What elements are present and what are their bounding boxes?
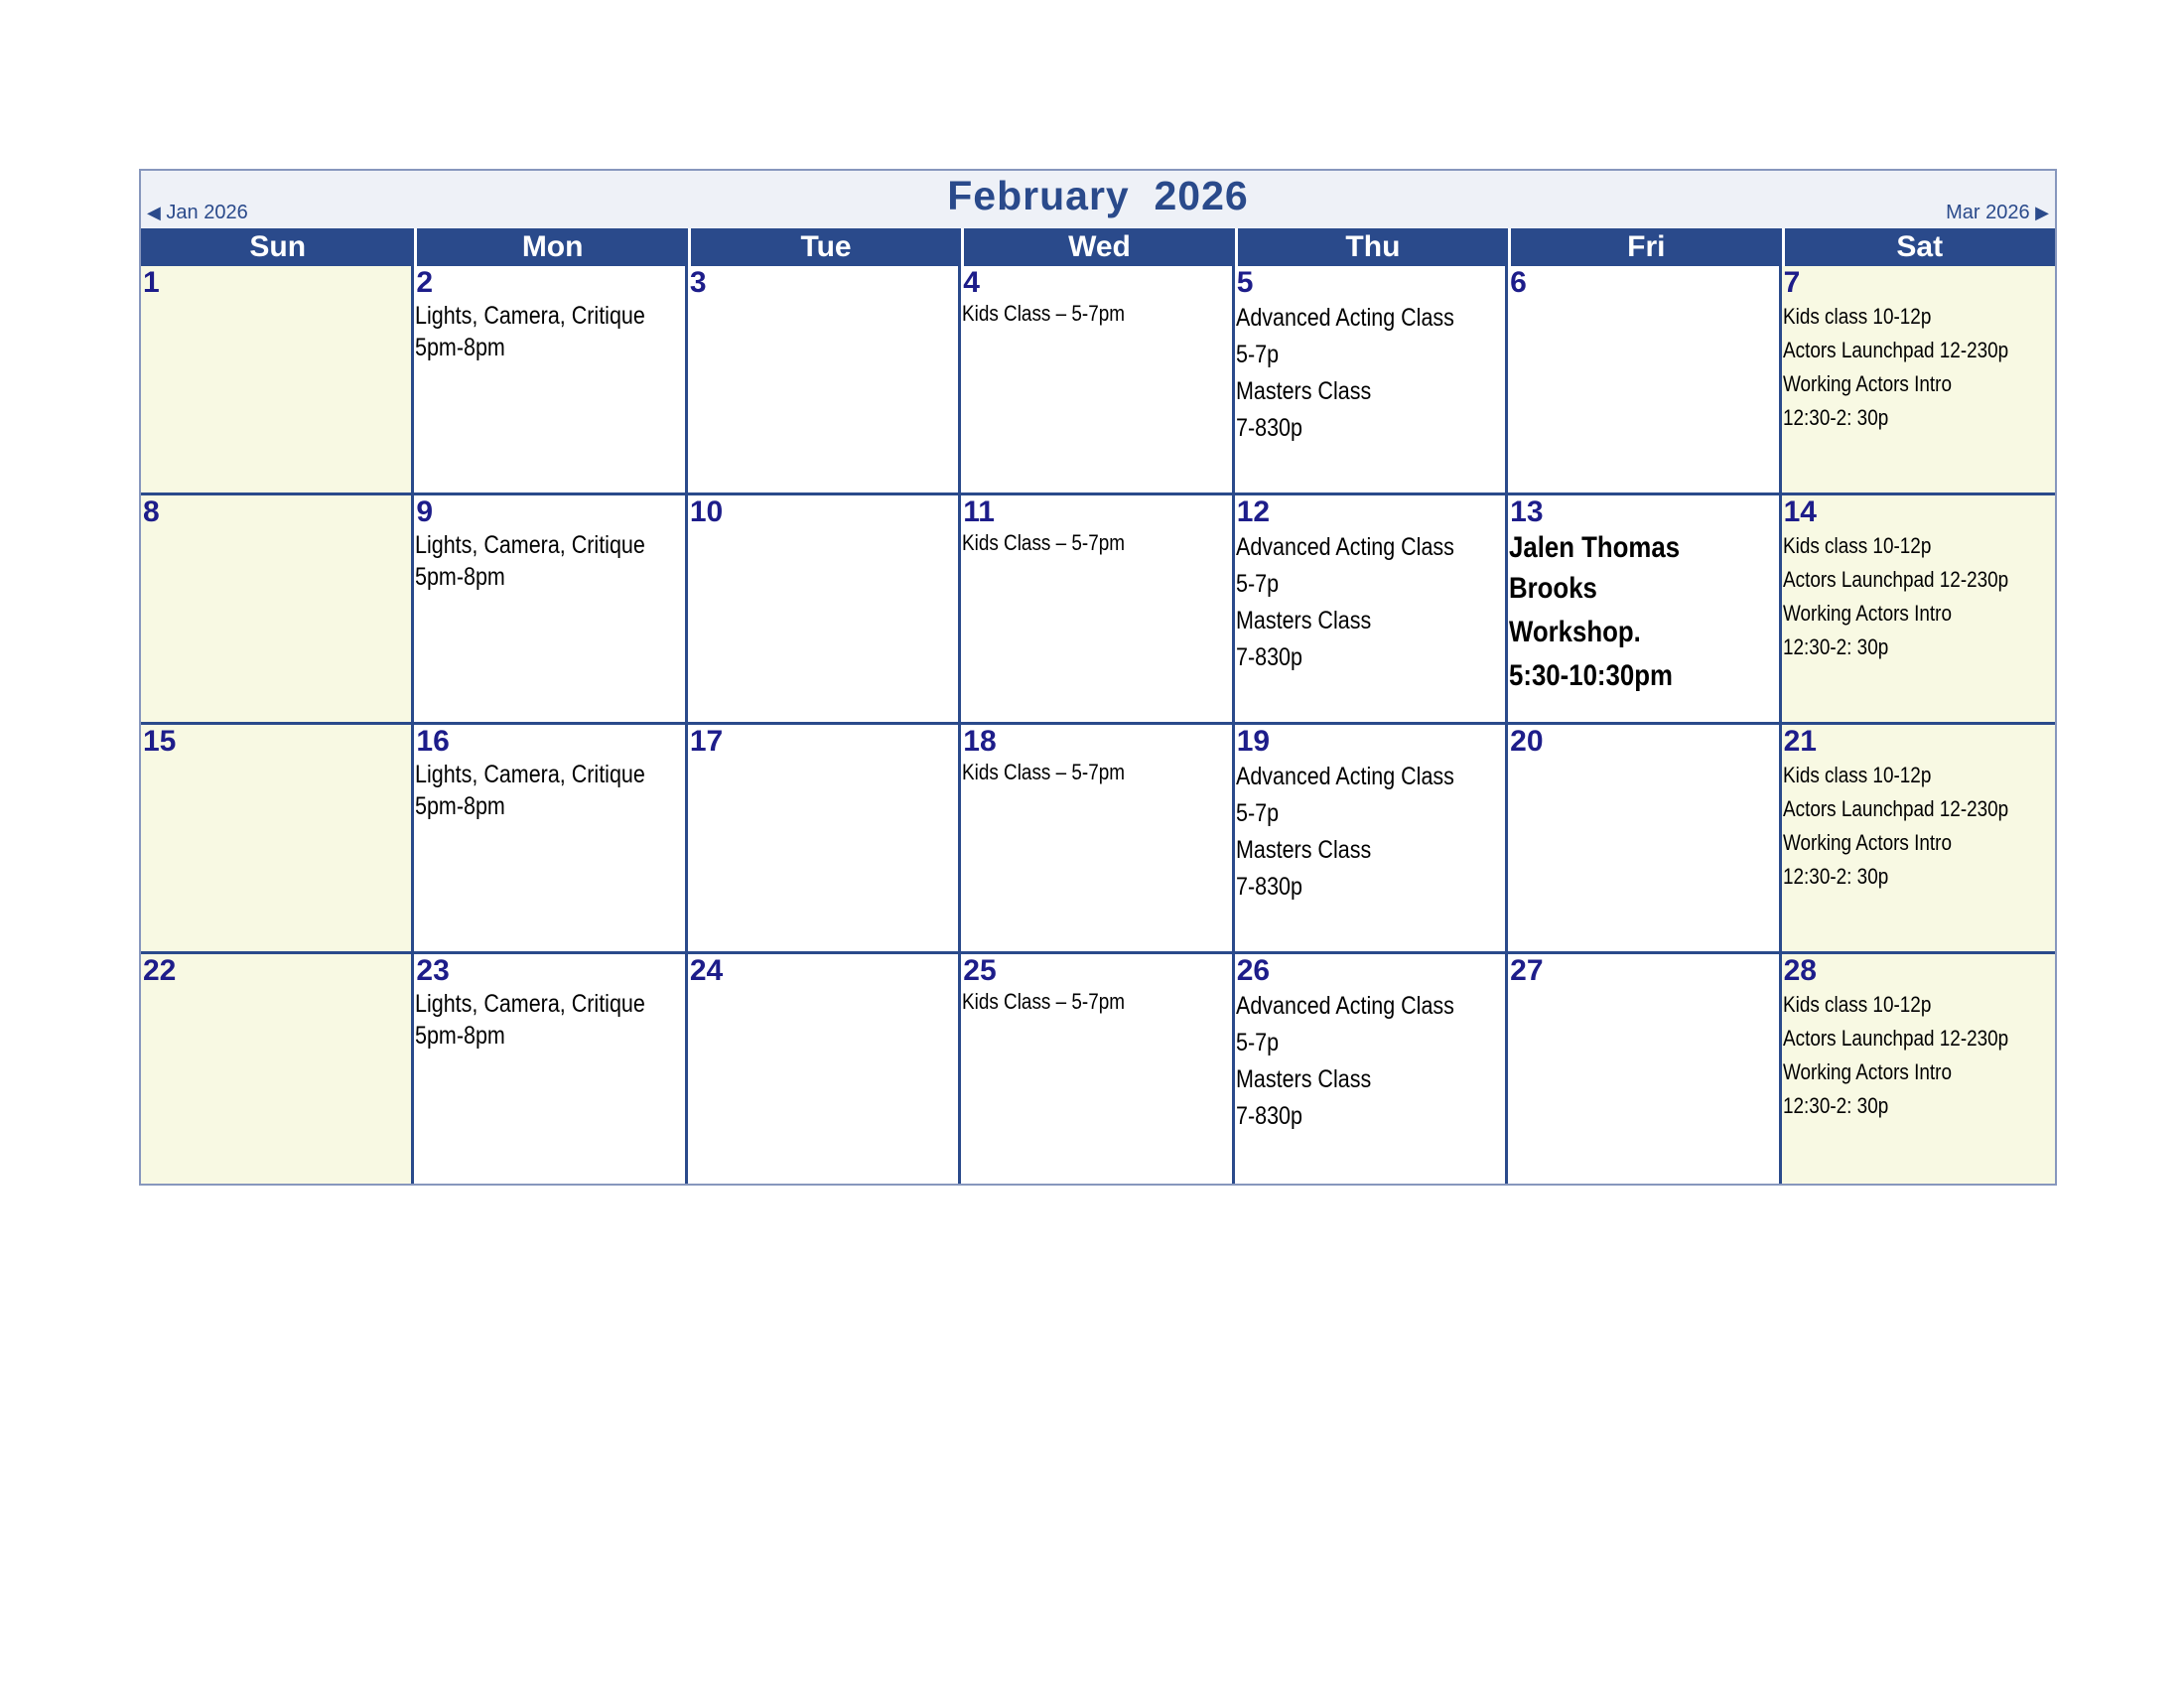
month-calendar bbox=[139, 169, 2057, 1186]
day-number: 14 bbox=[1783, 495, 1817, 528]
event-text: 5pm-8pm bbox=[415, 334, 506, 361]
event-text: Lights, Camera, Critique bbox=[415, 990, 646, 1018]
day-cell[interactable] bbox=[688, 954, 961, 1184]
event-text: Actors Launchpad 12-230p bbox=[1782, 1026, 2008, 1051]
weekday-header-row bbox=[141, 228, 2055, 266]
event-text: Kids Class – 5-7pm bbox=[962, 989, 1126, 1014]
day-number: 11 bbox=[963, 495, 995, 528]
day-number: 19 bbox=[1236, 725, 1271, 758]
event-text: Kids class 10-12p bbox=[1782, 992, 1931, 1017]
event-text: Masters Class bbox=[1235, 607, 1371, 634]
day-number: 23 bbox=[416, 954, 450, 987]
event-list bbox=[1782, 529, 2055, 664]
event-text: Masters Class bbox=[1235, 836, 1371, 864]
day-number: 21 bbox=[1783, 725, 1817, 758]
event-text: Working Actors Intro bbox=[1782, 601, 1952, 626]
event-text: 7-830p bbox=[1235, 643, 1302, 671]
day-number: 10 bbox=[689, 495, 724, 528]
day-cell[interactable] bbox=[961, 725, 1234, 954]
event-text: 12:30-2: 30p bbox=[1782, 405, 1888, 430]
event-text: Kids class 10-12p bbox=[1782, 304, 1931, 329]
event-text: 12:30-2: 30p bbox=[1782, 634, 1888, 659]
event-list bbox=[1235, 529, 1505, 676]
day-cell[interactable] bbox=[414, 954, 687, 1184]
day-number: 6 bbox=[1510, 266, 1527, 299]
event-text: 5:30-10:30pm bbox=[1509, 659, 1674, 692]
day-cell[interactable] bbox=[1508, 954, 1781, 1184]
event-text: Lights, Camera, Critique bbox=[415, 531, 646, 559]
event-text: 5-7p bbox=[1235, 570, 1279, 598]
day-cell[interactable] bbox=[414, 266, 687, 495]
event-list bbox=[414, 529, 684, 593]
event-text: Lights, Camera, Critique bbox=[415, 302, 646, 330]
day-cell[interactable] bbox=[141, 954, 414, 1184]
event-text: 5-7p bbox=[1235, 1029, 1279, 1056]
day-cell[interactable] bbox=[1235, 725, 1508, 954]
calendar-header bbox=[141, 171, 2055, 228]
right-arrow-icon: ▶ bbox=[2035, 203, 2049, 222]
day-number: 4 bbox=[963, 266, 980, 299]
day-cell[interactable] bbox=[1782, 495, 2055, 725]
event-list bbox=[961, 300, 1231, 328]
day-number: 12 bbox=[1236, 495, 1271, 528]
weekday-sat: Sat bbox=[1782, 228, 2055, 266]
event-text: Masters Class bbox=[1235, 377, 1371, 405]
event-list bbox=[1782, 759, 2055, 894]
day-number: 15 bbox=[143, 725, 177, 758]
day-cell[interactable] bbox=[688, 266, 961, 495]
day-cell[interactable] bbox=[1508, 725, 1781, 954]
next-month-label: Mar 2026 bbox=[1946, 202, 2030, 223]
day-cell[interactable] bbox=[1508, 495, 1781, 725]
event-list bbox=[961, 988, 1231, 1016]
next-month-link[interactable] bbox=[1946, 202, 2049, 224]
day-cell[interactable] bbox=[1782, 266, 2055, 495]
event-list bbox=[414, 759, 684, 822]
day-cell[interactable] bbox=[414, 495, 687, 725]
weekday-thu: Thu bbox=[1235, 228, 1508, 266]
weekday-tue: Tue bbox=[688, 228, 961, 266]
calendar-grid bbox=[141, 266, 2055, 1184]
day-number: 27 bbox=[1510, 954, 1544, 987]
day-number: 16 bbox=[416, 725, 450, 758]
day-cell[interactable] bbox=[688, 495, 961, 725]
day-number: 13 bbox=[1510, 495, 1544, 528]
day-number: 22 bbox=[143, 954, 177, 987]
event-list bbox=[1782, 988, 2055, 1123]
event-text: Actors Launchpad 12-230p bbox=[1782, 796, 2008, 821]
weekday-wed: Wed bbox=[961, 228, 1234, 266]
event-text: Kids class 10-12p bbox=[1782, 763, 1931, 787]
weekday-mon: Mon bbox=[414, 228, 687, 266]
event-list bbox=[1508, 529, 1778, 698]
event-list bbox=[961, 759, 1231, 786]
event-text: Actors Launchpad 12-230p bbox=[1782, 567, 2008, 592]
event-text: 7-830p bbox=[1235, 873, 1302, 901]
weekday-sun: Sun bbox=[249, 230, 307, 263]
event-list bbox=[961, 529, 1231, 557]
day-number: 28 bbox=[1783, 954, 1817, 987]
day-number: 24 bbox=[689, 954, 724, 987]
day-cell[interactable] bbox=[961, 266, 1234, 495]
event-text: Advanced Acting Class bbox=[1235, 533, 1454, 561]
event-text: Working Actors Intro bbox=[1782, 830, 1952, 855]
event-text: 12:30-2: 30p bbox=[1782, 1093, 1888, 1118]
prev-month-label: Jan 2026 bbox=[166, 202, 248, 223]
event-text: Advanced Acting Class bbox=[1235, 992, 1454, 1020]
event-list bbox=[414, 300, 684, 363]
event-text: 7-830p bbox=[1235, 414, 1302, 442]
day-cell[interactable] bbox=[141, 266, 414, 495]
month-title: February 2026 bbox=[947, 173, 1249, 218]
day-number: 9 bbox=[416, 495, 434, 528]
day-cell[interactable] bbox=[1235, 266, 1508, 495]
event-text: Kids Class – 5-7pm bbox=[962, 760, 1126, 784]
event-text: Kids Class – 5-7pm bbox=[962, 530, 1126, 555]
day-cell[interactable] bbox=[688, 725, 961, 954]
day-cell[interactable] bbox=[141, 495, 414, 725]
day-number: 8 bbox=[143, 495, 160, 528]
event-list bbox=[1782, 300, 2055, 435]
event-text: 5-7p bbox=[1235, 341, 1279, 368]
weekday-fri: Fri bbox=[1508, 228, 1781, 266]
event-text: 5pm-8pm bbox=[415, 1022, 506, 1050]
day-cell[interactable] bbox=[1235, 495, 1508, 725]
day-number: 20 bbox=[1510, 725, 1544, 758]
day-number: 26 bbox=[1236, 954, 1271, 987]
day-number: 25 bbox=[963, 954, 997, 987]
day-cell[interactable] bbox=[1508, 266, 1781, 495]
event-list bbox=[1235, 759, 1505, 906]
event-list bbox=[1235, 988, 1505, 1135]
event-text: Kids class 10-12p bbox=[1782, 533, 1931, 558]
day-number: 17 bbox=[689, 725, 724, 758]
day-cell[interactable] bbox=[961, 495, 1234, 725]
event-text: Brooks bbox=[1509, 572, 1598, 605]
event-text: Advanced Acting Class bbox=[1235, 763, 1454, 790]
day-number: 7 bbox=[1783, 266, 1801, 299]
day-number: 2 bbox=[416, 266, 434, 299]
day-number: 1 bbox=[143, 266, 160, 299]
event-text: Working Actors Intro bbox=[1782, 1059, 1952, 1084]
day-number: 5 bbox=[1236, 266, 1254, 299]
day-cell[interactable] bbox=[1782, 725, 2055, 954]
left-arrow-icon: ◀ bbox=[147, 203, 161, 222]
event-text: 5pm-8pm bbox=[415, 563, 506, 591]
day-cell[interactable] bbox=[961, 954, 1234, 1184]
event-text: Jalen Thomas bbox=[1509, 531, 1681, 564]
day-cell[interactable] bbox=[141, 725, 414, 954]
event-text: Actors Launchpad 12-230p bbox=[1782, 338, 2008, 362]
event-text: 12:30-2: 30p bbox=[1782, 864, 1888, 889]
day-cell[interactable] bbox=[1782, 954, 2055, 1184]
event-text: 5-7p bbox=[1235, 799, 1279, 827]
event-text: Masters Class bbox=[1235, 1065, 1371, 1093]
event-text: 7-830p bbox=[1235, 1102, 1302, 1130]
event-text: Working Actors Intro bbox=[1782, 371, 1952, 396]
event-text: Lights, Camera, Critique bbox=[415, 761, 646, 788]
event-list bbox=[1235, 300, 1505, 447]
day-number: 18 bbox=[963, 725, 997, 758]
day-cell[interactable] bbox=[414, 725, 687, 954]
day-cell[interactable] bbox=[1235, 954, 1508, 1184]
event-text: Advanced Acting Class bbox=[1235, 304, 1454, 332]
event-text: 5pm-8pm bbox=[415, 792, 506, 820]
day-number: 3 bbox=[689, 266, 707, 299]
event-text: Workshop. bbox=[1509, 616, 1641, 648]
event-text: Kids Class – 5-7pm bbox=[962, 301, 1126, 326]
event-list bbox=[414, 988, 684, 1052]
